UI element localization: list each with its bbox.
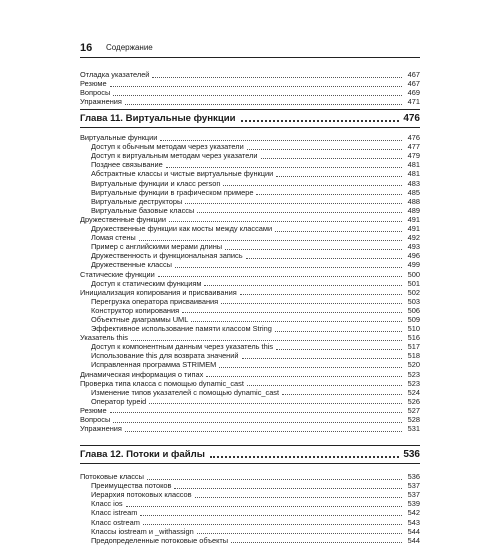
leader-dots (256, 190, 402, 195)
toc-subentry[interactable] (80, 279, 420, 288)
toc-entry-title: Изменение типов указателей с помощью dynamic_cast (91, 387, 280, 397)
toc-entry-title: Виртуальные базовые классы (91, 205, 195, 215)
toc-subentry[interactable] (80, 169, 420, 178)
toc-subentry[interactable] (80, 197, 420, 206)
toc-block-2 (80, 133, 420, 433)
toc-entry-title: Дружественные классы (91, 260, 172, 270)
toc-subentry[interactable] (80, 178, 420, 187)
leader-dots (197, 208, 402, 213)
toc-entry-page: 531 (407, 424, 420, 434)
chapter-11-title: Глава 11. Виртуальные функции (80, 113, 236, 124)
leader-dots (241, 116, 400, 122)
toc-entry-page: 544 (407, 526, 420, 536)
chapter-11-heading-wrap (80, 110, 420, 124)
toc-entry-title: Инициализация копирования и присваивания (80, 287, 237, 297)
toc-entry-title: Вопросы (80, 415, 111, 424)
toc-subentry[interactable] (80, 388, 420, 397)
toc-entry-page: 527 (407, 405, 420, 415)
toc-entry-page: 528 (407, 415, 420, 424)
toc-entry-page: 477 (407, 142, 420, 152)
toc-entry-page: 536 (407, 472, 420, 482)
toc-entry-title: Дружественность и функциональная запись (91, 251, 243, 261)
leader-dots (113, 418, 402, 423)
toc-entry-title: Эффективное использование памяти классом String (91, 324, 272, 334)
toc-entry-title: Виртуальные функции и класс person (91, 178, 221, 188)
toc-entry[interactable] (80, 288, 420, 297)
leader-dots (210, 452, 399, 458)
toc-entry-title: Резюме (80, 79, 107, 89)
toc-entry-title: Класс ostream (91, 517, 140, 527)
toc-entry-page: 496 (407, 251, 420, 261)
toc-entry-title: Доступ к статическим функциям (91, 278, 202, 288)
leader-dots (231, 538, 402, 543)
page-header (80, 41, 420, 55)
toc-entry-page: 517 (407, 342, 420, 352)
toc-entry-page: 467 (407, 70, 420, 80)
toc-entry-page: 501 (407, 278, 420, 288)
leader-dots (197, 529, 402, 534)
chapter-12-heading-wrap (80, 446, 420, 460)
toc-entry[interactable] (80, 379, 420, 388)
toc-entry-title: Доступ к обычным методам через указатели (91, 142, 244, 152)
leader-dots (261, 154, 402, 159)
toc-subentry[interactable] (80, 260, 420, 269)
toc-entry-title: Класс istream (91, 508, 138, 518)
leader-dots (247, 145, 402, 150)
toc-subentry[interactable] (80, 160, 420, 169)
toc-entry-page: 518 (407, 351, 420, 361)
toc-entry-title: Исправленная программа STRIMEM (91, 360, 217, 370)
chapter-12-bottom-rule (80, 463, 420, 464)
leader-dots (174, 484, 402, 489)
toc-entry[interactable] (80, 415, 420, 424)
toc-entry-title: Статические функции (80, 269, 155, 279)
leader-dots (204, 281, 402, 286)
toc-subentry[interactable] (80, 508, 420, 517)
toc-subentry[interactable] (80, 527, 420, 536)
toc-subentry[interactable] (80, 342, 420, 351)
toc-entry[interactable] (80, 88, 420, 97)
toc-entry-page: 524 (407, 387, 420, 397)
toc-entry-title: Виртуальные функции (80, 133, 158, 143)
toc-entry-page: 469 (407, 88, 420, 98)
toc-entry-title: Упражнения (80, 424, 122, 434)
leader-dots (125, 427, 402, 432)
toc-entry-title: Ломая стены (91, 233, 136, 243)
toc-entry[interactable] (80, 97, 420, 106)
chapter-11-bottom-rule (80, 127, 420, 128)
leader-dots (147, 475, 402, 480)
toc-entry[interactable] (80, 406, 420, 415)
toc-entry-title: Конструктор копирования (91, 305, 180, 315)
leader-dots (195, 493, 402, 498)
header-rule (80, 57, 420, 58)
toc-entry-page: 493 (407, 242, 420, 252)
leader-dots (219, 363, 402, 368)
toc-entry-title: Потоковые классы (80, 472, 144, 482)
toc-entry-page: 506 (407, 305, 420, 315)
leader-dots (152, 73, 402, 78)
toc-entry-title: Класс ios (91, 499, 123, 509)
toc-entry[interactable] (80, 215, 420, 224)
toc-entry-title: Указатель this (80, 333, 129, 343)
leader-dots (276, 345, 402, 350)
toc-entry-title: Преимущества потоков (91, 481, 172, 491)
leader-dots (242, 354, 402, 359)
toc-subentry[interactable] (80, 306, 420, 315)
toc-entry-page: 520 (407, 360, 420, 370)
leader-dots (247, 381, 402, 386)
toc-entry-title: Оператор typeid (91, 396, 147, 406)
toc-subentry[interactable] (80, 490, 420, 499)
toc-entry-page: 502 (407, 287, 420, 297)
toc-entry-page: 500 (407, 269, 420, 279)
toc-entry-title: Вопросы (80, 88, 111, 98)
toc-entry-title: Пример с английскими мерами длины (91, 242, 223, 252)
leader-dots (191, 317, 402, 322)
toc-entry-page: 479 (407, 151, 420, 161)
toc-subentry[interactable] (80, 297, 420, 306)
toc-entry-title: Иерархия потоковых классов (91, 490, 192, 500)
toc-entry-page: 510 (407, 324, 420, 334)
toc-entry[interactable] (80, 70, 420, 79)
toc-entry-title: Упражнения (80, 97, 122, 107)
toc-entry-page: 509 (407, 314, 420, 324)
toc-subentry[interactable] (80, 251, 420, 260)
leader-dots (182, 308, 402, 313)
leader-dots (160, 136, 402, 141)
toc-entry[interactable] (80, 472, 420, 481)
toc-entry-title: Дружественные функции как мосты между классами (91, 224, 273, 234)
leader-dots (246, 254, 402, 259)
toc-subentry[interactable] (80, 142, 420, 151)
toc-subentry[interactable] (80, 499, 420, 508)
toc-entry[interactable] (80, 369, 420, 378)
toc-entry-page: 481 (407, 160, 420, 170)
chapter-12-heading[interactable] (80, 446, 420, 460)
toc-entry-page: 476 (407, 133, 420, 143)
toc-entry-title: Отладка указателей (80, 70, 150, 80)
toc-entry-title: Перегрузка оператора присваивания (91, 296, 219, 306)
chapter-12-page: 536 (403, 449, 420, 460)
toc-entry-page: 489 (407, 205, 420, 215)
toc-block-1 (80, 70, 420, 106)
toc-entry[interactable] (80, 424, 420, 433)
toc-block-3 (80, 472, 420, 545)
leader-dots (139, 236, 402, 241)
leader-dots (275, 327, 402, 332)
toc-entry-title: Позднее связывание (91, 160, 163, 170)
leader-dots (125, 100, 402, 105)
toc-subentry[interactable] (80, 188, 420, 197)
leader-dots (175, 263, 402, 268)
leader-dots (143, 520, 402, 525)
toc-entry-page: 488 (407, 196, 420, 206)
chapter-12-title: Глава 12. Потоки и файлы (80, 449, 205, 460)
leader-dots (276, 172, 402, 177)
toc-subentry[interactable] (80, 233, 420, 242)
toc-subentry[interactable] (80, 397, 420, 406)
toc-entry-page: 467 (407, 79, 420, 89)
toc-entry-title: Дружественные функции (80, 214, 167, 224)
toc-entry-title: Классы iostream и _withassign (91, 526, 194, 536)
toc-entry-title: Использование this для возврата значений (91, 351, 239, 361)
toc-entry-page: 492 (407, 233, 420, 243)
toc-entry-page: 523 (407, 369, 420, 379)
toc-entry[interactable] (80, 133, 420, 142)
toc-entry-page: 542 (407, 508, 420, 518)
toc-entry-page: 483 (407, 178, 420, 188)
toc-entry-page: 526 (407, 396, 420, 406)
toc-entry-title: Виртуальные функции в графическом примере (91, 187, 254, 197)
toc-subentry[interactable] (80, 360, 420, 369)
leader-dots (110, 408, 402, 413)
toc-entry[interactable] (80, 269, 420, 278)
toc-entry-title: Динамическая информация о типах (80, 369, 204, 379)
toc-subentry[interactable] (80, 151, 420, 160)
toc-subentry[interactable] (80, 536, 420, 545)
toc-subentry[interactable] (80, 351, 420, 360)
toc-subentry[interactable] (80, 324, 420, 333)
leader-dots (149, 399, 402, 404)
toc-entry-page: 485 (407, 187, 420, 197)
toc-entry-page: 539 (407, 499, 420, 509)
toc-entry-page: 537 (407, 481, 420, 491)
toc-entry-page: 481 (407, 169, 420, 179)
toc-entry-page: 537 (407, 490, 420, 500)
leader-dots (126, 502, 402, 507)
leader-dots (275, 227, 402, 232)
toc-entry-page: 523 (407, 378, 420, 388)
toc-entry-page: 499 (407, 260, 420, 270)
leader-dots (223, 181, 402, 186)
toc-entry-page: 544 (407, 535, 420, 545)
toc-entry-title: Доступ к виртуальным методам через указатели (91, 151, 258, 161)
leader-dots (110, 82, 402, 87)
toc-entry-page: 543 (407, 517, 420, 527)
toc-entry-title: Объектные диаграммы UML (91, 314, 189, 324)
toc-entry[interactable] (80, 79, 420, 88)
toc-subentry[interactable] (80, 242, 420, 251)
leader-dots (221, 299, 402, 304)
running-header-title: Содержание (106, 43, 153, 52)
toc-entry-page: 491 (407, 224, 420, 234)
leader-dots (166, 163, 402, 168)
toc-entry-page: 516 (407, 333, 420, 343)
toc-subentry[interactable] (80, 224, 420, 233)
toc-entry-title: Абстрактные классы и чистые виртуальные функции (91, 169, 274, 179)
toc-entry-page: 491 (407, 214, 420, 224)
toc-entry-page: 471 (407, 97, 420, 107)
toc-subentry[interactable] (80, 517, 420, 526)
toc-entry-title: Доступ к компонентным данным через указатель this (91, 342, 274, 352)
toc-entry-title: Виртуальные деструкторы (91, 196, 183, 206)
leader-dots (131, 336, 402, 341)
leader-dots (225, 245, 402, 250)
leader-dots (158, 272, 402, 277)
toc-subentry[interactable] (80, 481, 420, 490)
toc-subentry[interactable] (80, 206, 420, 215)
leader-dots (169, 217, 402, 222)
leader-dots (140, 511, 402, 516)
toc-entry[interactable] (80, 333, 420, 342)
toc-entry-title: Проверка типа класса с помощью dynamic_cast (80, 378, 244, 388)
leader-dots (206, 372, 402, 377)
leader-dots (282, 390, 402, 395)
chapter-11-page: 476 (403, 113, 420, 124)
toc-entry-title: Резюме (80, 405, 107, 415)
leader-dots (185, 199, 402, 204)
leader-dots (113, 91, 402, 96)
toc-entry-title: Предопределенные потоковые объекты (91, 535, 229, 545)
chapter-11-heading[interactable] (80, 110, 420, 124)
leader-dots (240, 290, 402, 295)
page-number: 16 (80, 42, 93, 54)
toc-entry-page: 503 (407, 296, 420, 306)
toc-subentry[interactable] (80, 315, 420, 324)
